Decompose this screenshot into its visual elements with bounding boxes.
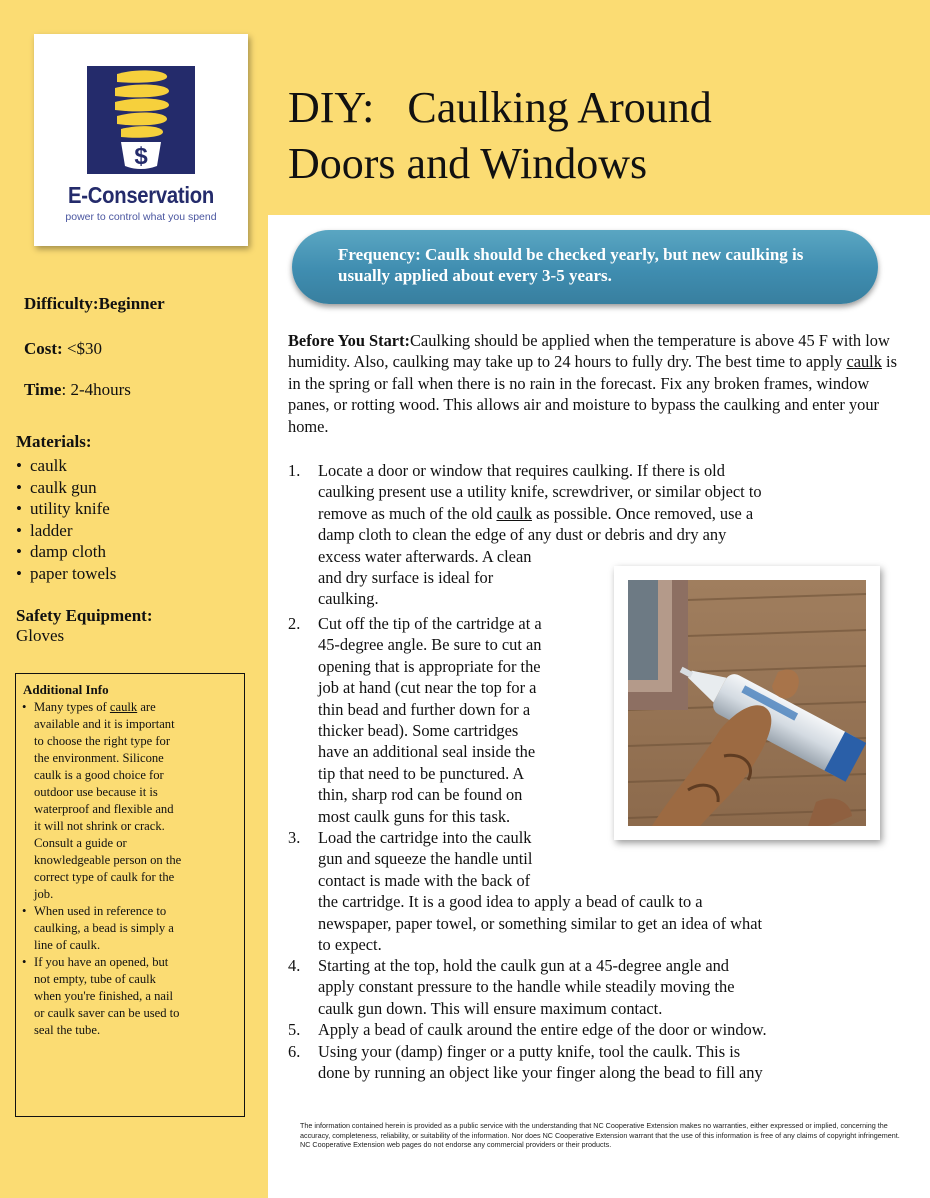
list-item: • damp cloth	[16, 541, 116, 563]
materials-title: Materials:	[16, 432, 92, 451]
before-text-pre: Caulking should be applied when the temperature is above 45 F with low humidity. Also, caulking may take up to 24 hours to fully dry. The best time to apply	[288, 331, 890, 372]
step-number: 1.	[288, 461, 301, 480]
step-line: thin, sharp rod can be found on	[318, 785, 523, 805]
step-line: contact is made with the back of	[318, 870, 531, 890]
page-title	[288, 80, 908, 192]
difficulty-value: Beginner	[98, 294, 165, 313]
cost-label: Cost:	[24, 339, 63, 358]
step-text	[318, 1019, 767, 1040]
caulk-link[interactable]: caulk	[496, 503, 532, 523]
step-line: Cut off the tip of the cartridge at a	[318, 614, 542, 633]
cost-value: <$30	[62, 339, 103, 358]
caulk-link[interactable]: caulk	[109, 700, 138, 714]
step-line: the cartridge. It is a good idea to apply a bead of caulk to a	[318, 892, 703, 912]
step-line: most caulk guns for this task.	[318, 806, 511, 826]
lightbulb-logo-icon	[87, 66, 195, 174]
list-item	[22, 699, 182, 903]
caulk-link[interactable]: caulk	[846, 352, 882, 372]
frequency-text: Frequency: Caulk should be checked yearly, but new caulking is usually applied about every 3-5 years.	[338, 245, 804, 285]
step-text	[318, 827, 762, 955]
step-number: 2.	[288, 614, 301, 633]
step-line: caulking present use a utility knife, screwdriver, or similar object to	[318, 482, 762, 502]
step-line-text: remove as much of the old	[318, 503, 497, 523]
time-label: Time	[24, 380, 62, 399]
step-line: newspaper, paper towel, or something similar to get an idea of what	[318, 913, 763, 933]
difficulty-label: Difficulty:	[24, 294, 99, 313]
logo-name: E-Conservation	[68, 182, 214, 208]
step-line: job at hand (cut near the top for a	[318, 678, 537, 698]
step-line: have an additional seal inside the	[318, 742, 536, 762]
cost-row	[24, 339, 102, 359]
step-number: 4.	[288, 956, 301, 975]
time-row	[24, 380, 131, 400]
step-number: 6.	[288, 1042, 301, 1061]
caulk-gun-photo-image	[628, 580, 866, 826]
additional-info-title: Additional Info	[23, 682, 109, 697]
step-line: Locate a door or window that requires caulking. If there is old	[318, 461, 725, 480]
time-value: : 2-4hours	[61, 380, 131, 399]
step-line	[318, 503, 762, 524]
step-line: opening that is appropriate for the	[318, 656, 541, 676]
list-item: • If you have an opened, but not empty, tube of caulk when you're finished, a nail or caulk saver can be used to seal the tube.	[22, 954, 182, 1039]
logo-card	[34, 34, 248, 246]
step-line: Using your (damp) finger or a putty knife, tool the caulk. This is	[318, 1042, 741, 1061]
step-line: excess water afterwards. A clean	[318, 546, 532, 566]
step-line: Starting at the top, hold the caulk gun at a 45-degree angle and	[318, 956, 729, 975]
step-line: gun and squeeze the handle until	[318, 849, 533, 869]
additional-info-list	[22, 699, 182, 1039]
step-line: done by running an object like your finger along the bead to fill any	[318, 1063, 763, 1083]
dollar-symbol: $	[134, 143, 148, 170]
materials-list	[16, 455, 116, 585]
before-text-post: is in the spring or fall when there is no rain in the forecast. Fix any broken frames, window panes, or rotting wood. This allows air and moisture to bypass the caulking and enter your home.	[288, 352, 897, 436]
disclaimer-text: The information contained herein is provided as a public service with the understanding that NC Cooperative Extension makes no warranties, either expressed or implied, concerning the accuracy, completeness, reliability, or suitability of the information. Nor does NC Cooperative Extension warrant that the use of this information is free of any claims of copyright infringement. NC Cooperative Extension web pages do not endorse any commercial providers or their products.	[300, 1121, 900, 1150]
list-item: • caulk gun	[16, 477, 116, 499]
before-you-start-label: Before You Start:	[288, 331, 410, 350]
step-line: tip that need to be punctured. A	[318, 763, 525, 783]
step-number: 3.	[288, 828, 301, 847]
info-item1-pre: Many types of	[34, 700, 110, 714]
title-line: DIY: Caulking Around	[288, 83, 712, 132]
info-item1-post: are available and it is important to choose the right type for the environment. Silicone caulk is a good choice for outdoor use because it is waterproof and flexible and it will not shrink or crack. Consult a guide or knowledgeable person on the correct type of caulk for the job.	[34, 700, 182, 901]
safety-equipment-value: Gloves	[16, 626, 65, 645]
step-line: and dry surface is ideal for	[318, 567, 494, 587]
step-text	[318, 613, 542, 827]
step-line: thicker bead). Some cartridges	[318, 720, 519, 740]
caulking-photo	[614, 566, 880, 840]
step-text	[318, 955, 735, 1019]
list-item: • When used in reference to caulking, a bead is simply a line of caulk.	[22, 903, 182, 954]
step-line: apply constant pressure to the handle while steadily moving the	[318, 977, 735, 997]
list-item: • ladder	[16, 520, 116, 542]
step-line: Load the cartridge into the caulk	[318, 828, 532, 847]
list-item: • caulk	[16, 455, 116, 477]
step-line: caulking.	[318, 589, 379, 609]
step-line: caulk gun down. This will ensure maximum contact.	[318, 998, 663, 1018]
frequency-banner	[292, 230, 878, 304]
step-line-text: as possible. Once removed, use a	[531, 503, 754, 523]
step-line: Apply a bead of caulk around the entire edge of the door or window.	[318, 1020, 767, 1039]
additional-info-box	[15, 673, 245, 1117]
step-number: 5.	[288, 1020, 301, 1039]
list-item: • utility knife	[16, 498, 116, 520]
step-line: thin bead and further down for a	[318, 699, 531, 719]
step-line: to expect.	[318, 934, 382, 954]
difficulty-row	[24, 294, 165, 314]
safety-equipment-title: Safety Equipment:	[16, 606, 153, 625]
before-you-start-paragraph	[288, 330, 906, 437]
title-line: Doors and Windows	[288, 139, 648, 188]
step-text	[318, 1041, 763, 1084]
list-item: • paper towels	[16, 563, 116, 585]
logo-tagline: power to control what you spend	[65, 211, 217, 223]
step-line: damp cloth to clean the edge of any dust or debris and dry any	[318, 525, 727, 545]
step-line: 45-degree angle. Be sure to cut an	[318, 635, 542, 655]
